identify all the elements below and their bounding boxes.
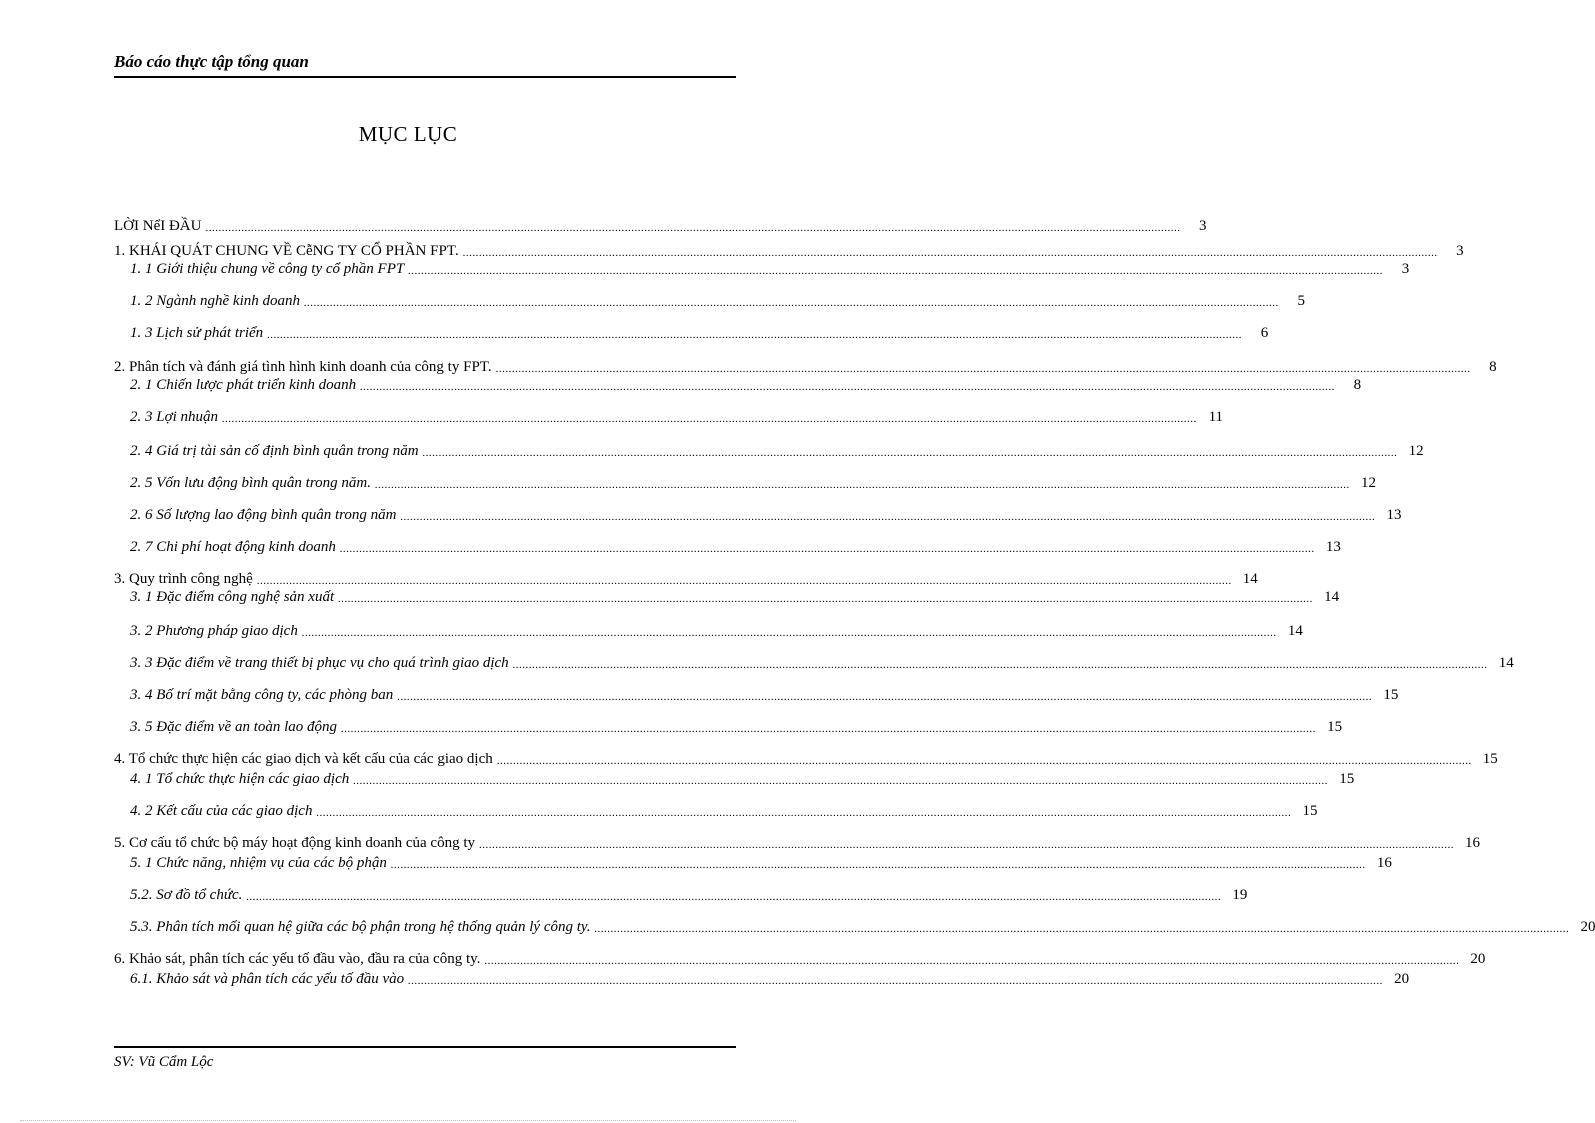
toc-entry[interactable] (114, 440, 1424, 460)
toc-entry-label: 2. 3 Lợi nhuận (130, 409, 219, 425)
toc-leader-dots: ............................................................................................................................................................................................................................................................................................................ (304, 297, 1279, 309)
toc-leader-dots: ............................................................................................................................................................................................................................................................................................................ (205, 222, 1181, 234)
toc-entry[interactable] (114, 374, 1362, 394)
toc-leader-dots: ............................................................................................................................................................................................................................................................................................................ (256, 575, 1232, 587)
toc-entry-label: 3. 1 Đặc điểm công nghệ sản xuất (130, 589, 335, 605)
toc-entry-label: LỜI NểI ĐẦU (114, 218, 202, 234)
toc-entry[interactable] (114, 290, 1305, 310)
toc-leader-dots: ............................................................................................................................................................................................................................................................................................................ (374, 479, 1350, 491)
toc-entry-page: 13 (1386, 507, 1402, 523)
toc-entry-page: 15 (1482, 751, 1498, 767)
page-footer: SV: Vũ Cẩm Lộc (114, 1046, 736, 1071)
toc-entry-page: 15 (1383, 687, 1399, 703)
toc-entry-page: 20 (1394, 971, 1410, 987)
toc-leader-dots: ............................................................................................................................................................................................................................................................................................................ (267, 329, 1243, 341)
toc-entry[interactable] (114, 504, 1402, 524)
page-title: MỤC LỤC (358, 122, 458, 146)
toc-entry-label: 3. Quy trình công nghệ (114, 571, 253, 587)
toc-entry-label: 2. 6 Số lượng lao động bình quân trong năm (130, 507, 397, 523)
toc-leader-dots: ............................................................................................................................................................................................................................................................................................................ (594, 923, 1570, 935)
toc-entry[interactable] (114, 652, 1514, 672)
toc-entry-label: 5. Cơ cấu tổ chức bộ máy hoạt động kinh doanh của công ty (114, 835, 475, 851)
toc-entry-label: 4. 2 Kết cấu của các giao dịch (130, 803, 313, 819)
toc-entry[interactable] (114, 748, 1498, 768)
toc-leader-dots: ............................................................................................................................................................................................................................................................................................................ (496, 755, 1472, 767)
toc-entry-page: 3 (1198, 218, 1207, 234)
toc-entry-label: 2. 4 Giá trị tài sản cố định bình quân trong năm (130, 443, 419, 459)
page-bottom-divider (20, 1120, 796, 1121)
toc-entry[interactable] (114, 322, 1269, 342)
toc-leader-dots: ............................................................................................................................................................................................................................................................................................................ (397, 691, 1373, 703)
toc-entry-label: 3. 4 Bố trí mặt bằng công ty, các phòng ban (130, 687, 394, 703)
toc-leader-dots: ............................................................................................................................................................................................................................................................................................................ (339, 543, 1315, 555)
toc-leader-dots: ............................................................................................................................................................................................................................................................................................................ (408, 265, 1384, 277)
toc-entry[interactable] (114, 356, 1497, 376)
toc-entry[interactable] (114, 768, 1355, 788)
toc-entry-label: 6. Khảo sát, phân tích các yếu tố đầu vào, đầu ra của công ty. (114, 951, 481, 967)
toc-entry[interactable] (114, 258, 1410, 278)
toc-entry[interactable] (114, 586, 1340, 606)
toc-entry[interactable] (114, 948, 1486, 968)
toc-entry-label: 3. 3 Đặc điểm về trang thiết bị phục vụ cho quá trình giao dịch (130, 655, 509, 671)
toc-entry-page: 5 (1297, 293, 1305, 309)
toc-entry-label: 5. 1 Chức năng, nhiệm vụ của các bộ phận (130, 855, 387, 871)
toc-leader-dots: ............................................................................................................................................................................................................................................................................................................ (316, 807, 1292, 819)
toc-leader-dots: ............................................................................................................................................................................................................................................................................................................ (341, 723, 1317, 735)
toc-entry[interactable] (114, 852, 1392, 872)
toc-entry[interactable] (114, 406, 1224, 426)
toc-entry-label: 3. 5 Đặc điểm về an toàn lao động (130, 719, 338, 735)
toc-entry-page: 20 (1580, 919, 1595, 935)
toc-entry[interactable] (114, 684, 1399, 704)
toc-entry[interactable] (114, 536, 1341, 556)
toc-entry-page: 3 (1401, 261, 1410, 277)
toc-entry-label: 2. 5 Vốn lưu động bình quân trong năm. (130, 475, 371, 491)
toc-entry-label: 1. 1 Giới thiệu chung về công ty cổ phần FPT (130, 261, 405, 277)
toc-entry-page: 8 (1353, 377, 1362, 393)
toc-entry[interactable] (114, 968, 1410, 988)
toc-entry-page: 11 (1208, 409, 1224, 425)
toc-entry[interactable] (114, 884, 1248, 904)
toc-entry-page: 15 (1327, 719, 1343, 735)
toc-entry-label: 6.1. Khảo sát và phân tích các yếu tố đầu vào (130, 971, 405, 987)
toc-entry-page: 6 (1260, 325, 1269, 341)
toc-entry-label: 2. 7 Chi phí hoạt động kinh doanh (130, 539, 336, 555)
toc-leader-dots: ............................................................................................................................................................................................................................................................................................................ (301, 627, 1277, 639)
toc-leader-dots: ............................................................................................................................................................................................................................................................................................................ (478, 839, 1454, 851)
toc-entry-page: 8 (1489, 359, 1497, 375)
toc-entry[interactable] (114, 568, 1258, 588)
toc-leader-dots: ............................................................................................................................................................................................................................................................................................................ (462, 247, 1438, 259)
toc-entry-page: 19 (1232, 887, 1248, 903)
toc-leader-dots: ............................................................................................................................................................................................................................................................................................................ (484, 955, 1460, 967)
page-header: Báo cáo thực tập tổng quan (114, 52, 736, 78)
toc-entry[interactable] (114, 716, 1343, 736)
toc-entry-page: 3 (1456, 243, 1464, 259)
toc-entry-page: 15 (1302, 803, 1318, 819)
toc-leader-dots: ............................................................................................................................................................................................................................................................................................................ (390, 859, 1366, 871)
toc-entry[interactable] (114, 215, 1207, 235)
toc-entry[interactable] (114, 800, 1318, 820)
toc-leader-dots: ............................................................................................................................................................................................................................................................................................................ (353, 775, 1329, 787)
toc-entry-label: 2. 1 Chiến lược phát triển kinh doanh (130, 377, 357, 393)
toc-entry-label: 1. 2 Ngành nghề kinh doanh (130, 293, 300, 309)
toc-entry-label: 2. Phân tích và đánh giá tình hình kinh doanh của công ty FPT. (114, 359, 492, 375)
toc-entry[interactable] (114, 240, 1464, 260)
toc-entry-page: 14 (1498, 655, 1514, 671)
toc-entry-page: 15 (1339, 771, 1355, 787)
toc-entry-page: 14 (1287, 623, 1303, 639)
toc-leader-dots: ............................................................................................................................................................................................................................................................................................................ (222, 413, 1198, 425)
toc-entry-page: 14 (1324, 589, 1340, 605)
toc-entry[interactable] (114, 916, 1595, 936)
toc-leader-dots: ............................................................................................................................................................................................................................................................................................................ (495, 363, 1471, 375)
toc-leader-dots: ............................................................................................................................................................................................................................................................................................................ (360, 381, 1336, 393)
toc-entry-page: 16 (1464, 835, 1480, 851)
toc-entry-label: 1. 3 Lịch sử phát triển (130, 325, 264, 341)
toc-leader-dots: ............................................................................................................................................................................................................................................................................................................ (422, 447, 1398, 459)
toc-entry-page: 20 (1470, 951, 1486, 967)
toc-entry-page: 12 (1360, 475, 1376, 491)
toc-leader-dots: ............................................................................................................................................................................................................................................................................................................ (246, 891, 1222, 903)
toc-entry-label: 4. Tổ chức thực hiện các giao dịch và kết cấu của các giao dịch (114, 751, 493, 767)
toc-entry-label: 4. 1 Tổ chức thực hiện các giao dịch (130, 771, 350, 787)
toc-leader-dots: ............................................................................................................................................................................................................................................................................................................ (400, 511, 1376, 523)
toc-entry-page: 14 (1242, 571, 1258, 587)
toc-leader-dots: ............................................................................................................................................................................................................................................................................................................ (338, 593, 1314, 605)
toc-leader-dots: ............................................................................................................................................................................................................................................................................................................ (512, 659, 1488, 671)
toc-entry-label: 1. KHÁI QUÁT CHUNG VỀ CễNG TY CỔ PHẦN FPT. (114, 243, 459, 259)
toc-entry-page: 13 (1325, 539, 1341, 555)
toc-entry-page: 16 (1376, 855, 1392, 871)
toc-entry-label: 3. 2 Phương pháp giao dịch (130, 623, 298, 639)
toc-entry-label: 5.3. Phân tích mối quan hệ giữa các bộ phận trong hệ thống quản lý công ty. (130, 919, 591, 935)
toc-entry-page: 12 (1408, 443, 1424, 459)
toc-entry[interactable] (114, 832, 1480, 852)
toc-entry[interactable] (114, 472, 1376, 492)
toc-entry-label: 5.2. Sơ đồ tổ chức. (130, 887, 243, 903)
toc-entry[interactable] (114, 620, 1303, 640)
toc-leader-dots: ............................................................................................................................................................................................................................................................................................................ (408, 975, 1384, 987)
